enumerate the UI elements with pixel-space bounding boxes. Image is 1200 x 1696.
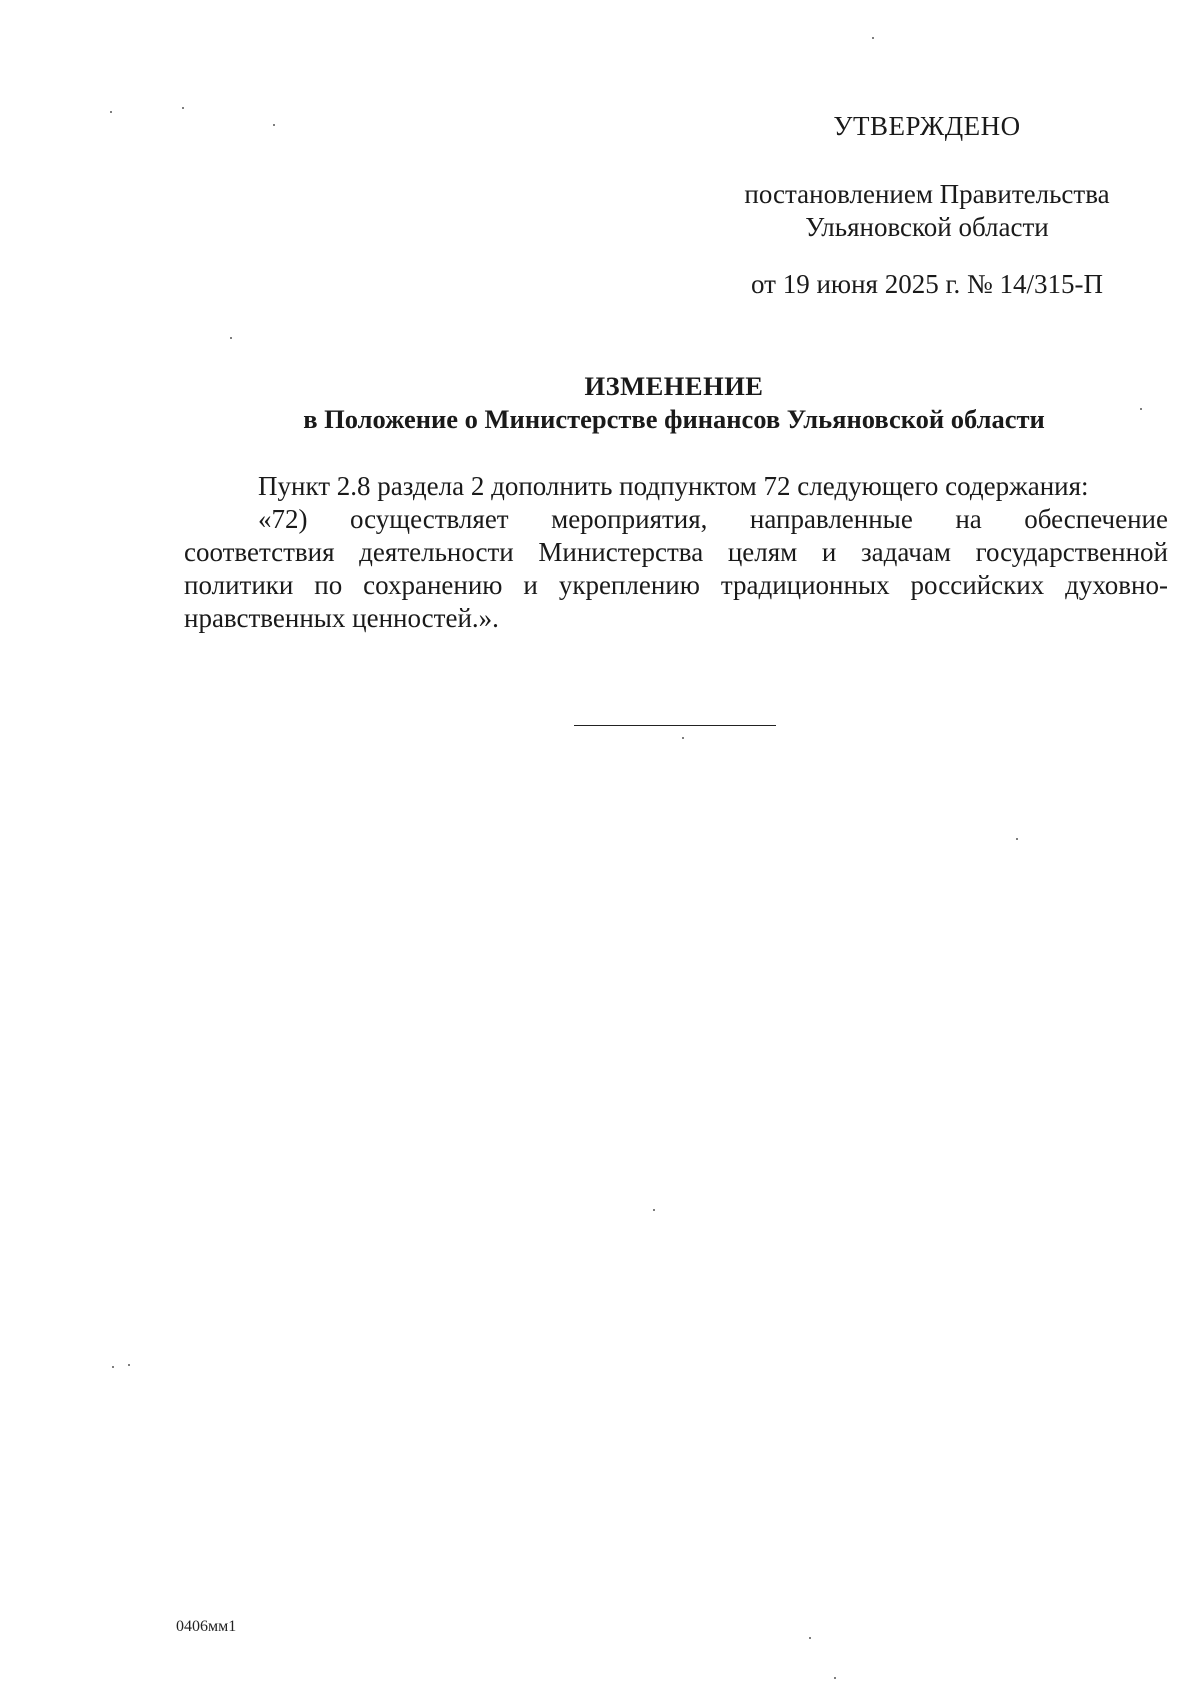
body-line-4: политики по сохранению и укреплению традиционных российских духовно-: [184, 570, 1168, 600]
document-heading: ИЗМЕНЕНИЕ: [584, 371, 764, 401]
scan-speck: [682, 737, 684, 739]
scan-speck: [809, 1637, 811, 1639]
scan-speck: [110, 111, 112, 113]
scan-speck: [1016, 838, 1018, 840]
body-paragraph-intro: Пункт 2.8 раздела 2 дополнить подпунктом 72 следующего содержания:: [258, 471, 1089, 501]
scan-speck: [1140, 408, 1142, 410]
decree-issuer-line2: Ульяновской области: [805, 212, 1049, 242]
decree-issuer-line1: постановлением Правительства: [744, 179, 1110, 209]
scan-speck: [834, 1677, 836, 1679]
scan-speck: [872, 37, 874, 39]
approval-stamp: УТВЕРЖДЕНО: [833, 111, 1021, 141]
scan-speck: [230, 337, 232, 339]
body-line-5: нравственных ценностей.».: [184, 603, 499, 633]
document-subheading: в Положение о Министерстве финансов Ульяновской области: [303, 404, 1045, 434]
closing-separator-line: [574, 725, 776, 726]
scan-speck: [182, 107, 184, 109]
footer-document-code: 0406мм1: [176, 1618, 237, 1635]
scan-speck: [128, 1364, 130, 1366]
decree-date-number: от 19 июня 2025 г. № 14/315-П: [751, 269, 1103, 299]
body-line-3: соответствия деятельности Министерства целям и задачам государственной: [184, 537, 1168, 567]
body-line-2: «72) осуществляет мероприятия, направленные на обеспечение: [258, 504, 1168, 534]
scan-speck: [112, 1366, 114, 1368]
scan-speck: [273, 124, 275, 126]
scan-speck: [653, 1209, 655, 1211]
